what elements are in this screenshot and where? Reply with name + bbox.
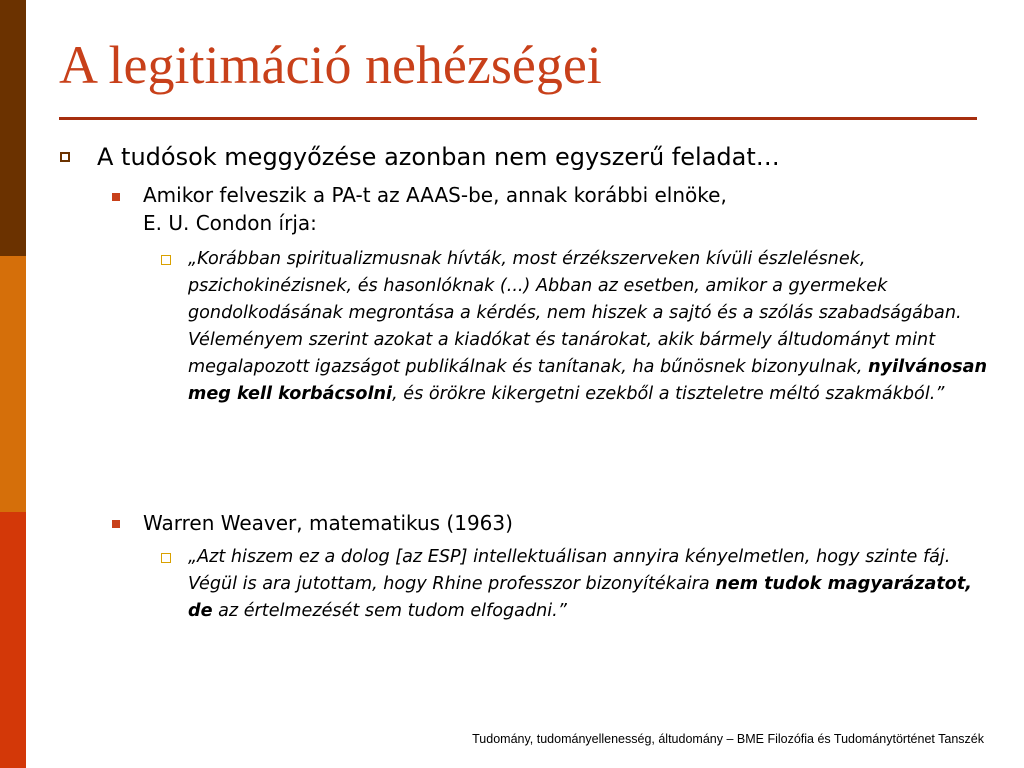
condon-quote-text-end: , és örökre kikergetni ezekből a tiszteletre méltó szakmákból.”	[392, 384, 945, 404]
bullet-level2-weaver: Warren Weaver, matematikus (1963)	[143, 511, 513, 535]
title-underline	[59, 117, 977, 120]
filled-square-bullet-icon	[112, 520, 120, 528]
accent-stripe-middle	[0, 256, 26, 512]
weaver-quote	[188, 544, 988, 625]
condon-quote-emphasis: nyilvánosan meg kell korbácsolni	[188, 357, 987, 404]
bullet-level1-text: A tudósok meggyőzése azonban nem egyszerű feladat…	[97, 143, 780, 171]
slide-title: A legitimáció nehézségei	[59, 35, 602, 95]
condon-intro-line1: Amikor felveszik a PA-t az AAAS-be, annak korábbi elnöke,	[143, 183, 727, 207]
weaver-quote-text-end: az értelmezését sem tudom elfogadni.”	[212, 601, 567, 621]
weaver-quote-emphasis: nem tudok magyarázatot, de	[188, 574, 972, 621]
small-hollow-square-bullet-icon	[161, 255, 171, 265]
condon-intro-line2: E. U. Condon írja:	[143, 211, 317, 235]
condon-quote	[188, 246, 988, 408]
weaver-quote-text: „Azt hiszem ez a dolog [az ESP] intellektuálisan annyira kényelmetlen, hogy szinte fáj. Végül is ara jutottam, hogy Rhine professzor bizonyítékaira	[188, 547, 951, 594]
condon-quote-text: „Korábban spiritualizmusnak hívták, most érzékszerveken kívüli észlelésnek, pszichokinézisnek, és hasonlóknak (...) Abban az esetben, amikor a gyermekek gondolkodásának megrontása a kérdés, nem hiszek a sajtó és a szólás szabadságában. Véleményem szerint azokat a kiadókat és tanárokat, akik bármely áltudományt mint megalapozott igazságot publikálnak és tanítanak, ha bűnösnek bizonyulnak,	[188, 249, 962, 377]
filled-square-bullet-icon	[112, 193, 120, 201]
accent-stripe-bottom	[0, 512, 26, 768]
bullet-level2-condon	[143, 181, 973, 237]
accent-stripe-top	[0, 0, 26, 256]
hollow-square-bullet-icon	[60, 152, 70, 162]
small-hollow-square-bullet-icon	[161, 553, 171, 563]
slide-footer: Tudomány, tudományellenesség, áltudomány – BME Filozófia és Tudománytörténet Tanszék	[472, 732, 984, 746]
